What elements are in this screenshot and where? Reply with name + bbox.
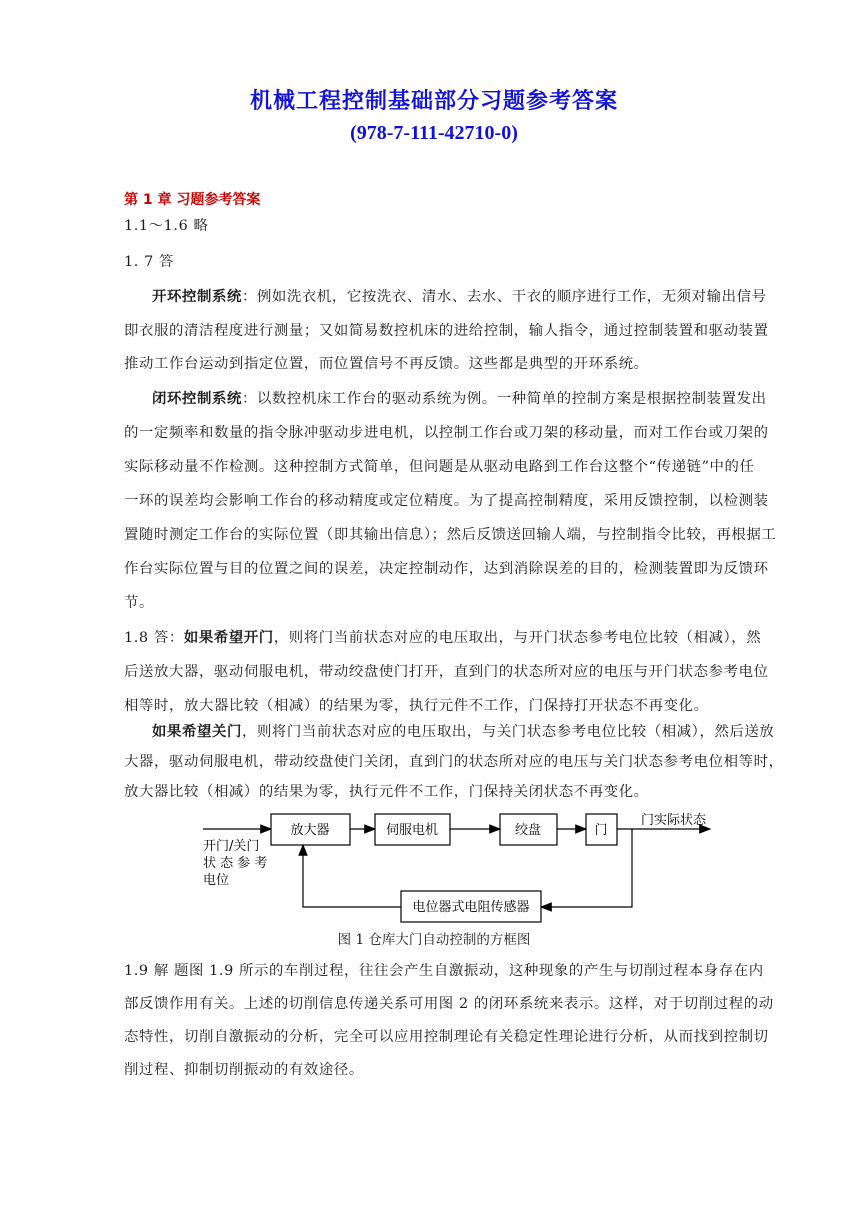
feedback-arrow-to-amplifier <box>303 845 401 907</box>
closed-loop-line-7: 节。 <box>124 595 154 611</box>
answer-1-9-line-1: 1.9 解 题图 1.9 所示的车削过程，往往会产生自激振动，这种现象的产生与切削过程本身存在内 <box>124 963 764 979</box>
close-door-line-3: 放大器比较（相减）的结果为零，执行元件不工作，门保持关闭状态不再变化。 <box>124 784 649 800</box>
closed-loop-line-2: 的一定频率和数量的指令脉冲驱动步进电机，以控制工作台或刀架的移动量，而对工作台或刀架的 <box>124 425 769 441</box>
paragraph-text: ，则将门当前状态对应的电压取出，与开门状态参考电位比较（相减），然 <box>273 630 762 646</box>
output-label: 门实际状态 <box>641 813 707 828</box>
document-title: 机械工程控制基础部分习题参考答案 <box>249 89 618 114</box>
open-loop-line-2: 即衣服的清洁程度进行测量；又如简易数控机床的进给控制，输人指令，通过控制装置和驱动装置 <box>124 323 769 339</box>
input-label-line-3: 电位 <box>203 873 230 888</box>
answer-1-7-heading: 1. 7 答 <box>124 254 175 270</box>
sensor-label: 电位器式电阻传感器 <box>412 900 530 915</box>
close-door-label: 如果希望关门 <box>152 724 242 740</box>
close-door-line-2: 大器，驱动伺服电机，带动绞盘使门关闭，直到门的状态所对应的电压与关门状态参考电位相等时， <box>124 754 784 770</box>
open-loop-label: 开环控制系统 <box>152 289 242 305</box>
answer-1-8-line-1 <box>124 626 764 647</box>
closed-loop-line-4: 一环的误差均会影响工作台的移动精度或定位精度。为了提高控制精度，采用反馈控制，以检测装 <box>124 493 769 509</box>
paragraph-text: ，则将门当前状态对应的电压取出，与关门状态参考电位比较（相减），然后送放 <box>241 724 775 740</box>
answer-1-9-line-4: 削过程、抑制切削振动的有效途径。 <box>124 1062 364 1078</box>
input-label-line-1: 开门/关门 <box>203 839 260 854</box>
open-loop-line-3: 推动工作台运动到指定位置，而位置信号不再反馈。这些都是典型的开环系统。 <box>124 356 649 372</box>
winch-label: 绞盘 <box>514 823 542 838</box>
chapter-heading: 第 1 章 习题参考答案 <box>124 192 261 208</box>
document-isbn: (978-7-111-42710-0) <box>350 122 518 144</box>
open-loop-line-1 <box>152 285 792 306</box>
answer-1-9-line-3: 态特性，切削自激振动的分析，完全可以应用控制理论有关稳定性理论进行分析，从而找到控制切 <box>124 1029 769 1045</box>
input-label-line-2: 状 态 参 考 <box>203 856 268 871</box>
closed-loop-line-6: 作台实际位置与目的位置之间的误差，决定控制动作，达到消除误差的目的，检测装置即为反馈环 <box>124 561 769 577</box>
figure-caption: 图 1 仓库大门自动控制的方框图 <box>337 932 531 948</box>
servo-motor-label: 伺服电机 <box>385 823 439 838</box>
answer-1-8-prefix: 1.8 答： <box>124 630 184 646</box>
open-door-label: 如果希望开门 <box>183 630 274 646</box>
answer-1-8-line-2: 后送放大器，驱动伺服电机，带动绞盘使门打开，直到门的状态所对应的电压与开门状态参考电位 <box>124 664 769 680</box>
closed-loop-line-1 <box>152 387 792 408</box>
answer-1-9-line-2: 部反馈作用有关。上述的切削信息传递关系可用图 2 的闭环系统来表示。这样，对于切削过程的动 <box>124 996 774 1012</box>
closed-loop-line-5: 置随时测定工作台的实际位置（即其输出信息）；然后反馈送回输人端，与控制指令比较，再根据工 <box>124 527 777 543</box>
answer-1-1-to-1-6: 1.1～1.6 略 <box>124 218 209 234</box>
answer-1-8-line-3: 相等时，放大器比较（相减）的结果为零，执行元件不工作，门保持打开状态不再变化。 <box>124 698 709 714</box>
paragraph-text: ：以数控机床工作台的驱动系统为例。一种简单的控制方案是根据控制装置发出 <box>241 391 767 407</box>
door-label: 门 <box>594 823 608 838</box>
paragraph-text: ：例如洗衣机，它按洗衣、清水、去水、干衣的顺序进行工作，无须对输出信号 <box>241 289 767 305</box>
closed-loop-label: 闭环控制系统 <box>152 391 242 407</box>
amplifier-label: 放大器 <box>290 823 330 838</box>
close-door-line-1 <box>152 720 792 741</box>
closed-loop-line-3: 实际移动量不作检测。这种控制方式简单，但问题是从驱动电路到工作台这整个“传递链”中的任 <box>124 459 755 475</box>
